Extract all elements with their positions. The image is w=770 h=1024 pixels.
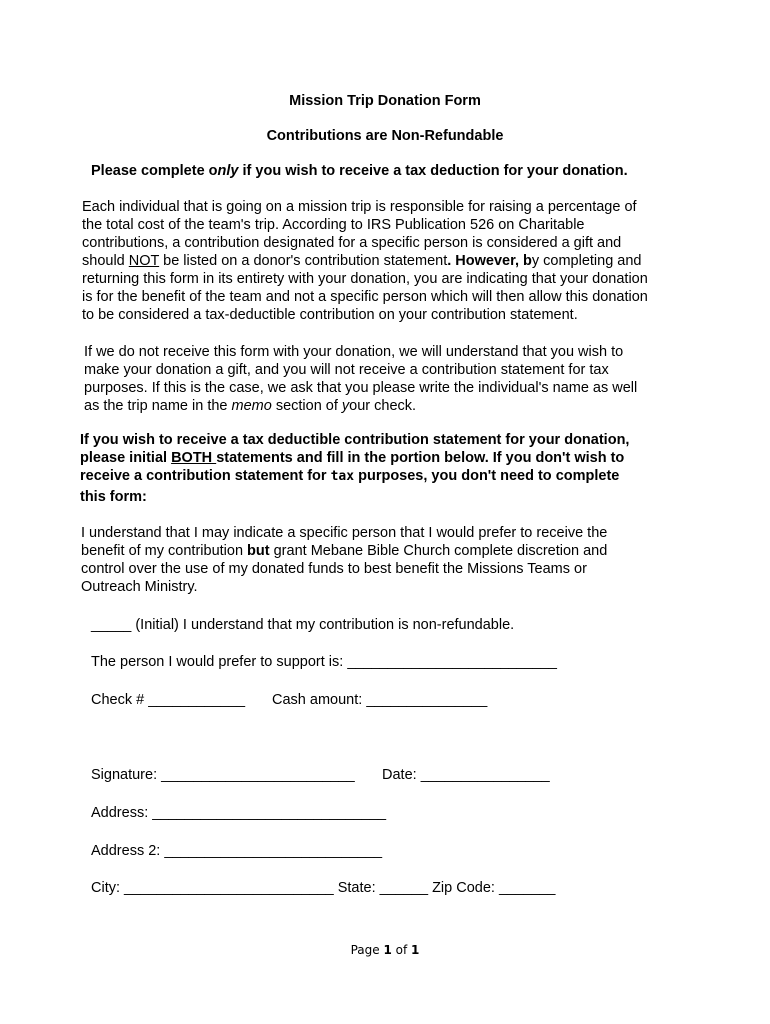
- para4-text: benefit of my contribution: [81, 543, 248, 559]
- page-title: Mission Trip Donation Form: [289, 93, 481, 109]
- para2-text: section of: [271, 398, 342, 414]
- para1-line: contributions, a contribution designated for a specific person is considered a gift and: [82, 235, 622, 251]
- para3-text: statements and fill in the portion below. If you don't wish to: [216, 450, 625, 466]
- instruction-emphasis: nly: [217, 163, 239, 179]
- para3-line: If you wish to receive a tax deductible contribution statement for your donation,: [80, 432, 630, 448]
- address-label: Address:: [91, 805, 153, 821]
- city-label: City:: [91, 880, 125, 896]
- signature-field[interactable]: ________________________: [161, 767, 355, 783]
- city-row: [91, 879, 555, 897]
- state-field[interactable]: ______: [379, 880, 429, 896]
- para1-bold: . However, b: [447, 253, 532, 269]
- para3-underline: BOTH: [171, 450, 217, 466]
- page-of: of: [391, 943, 412, 957]
- para2-line: [84, 397, 637, 415]
- irs-paragraph: [82, 198, 648, 324]
- para2-line: make your donation a gift, and you will not receive a contribution statement for tax: [84, 362, 609, 378]
- initial-field[interactable]: _____: [91, 617, 132, 633]
- para1-text: be listed on a donor's contribution statement: [159, 253, 448, 269]
- para4-line: Outreach Ministry.: [81, 579, 198, 595]
- para4-line: control over the use of my donated funds to best benefit the Missions Teams or: [81, 561, 587, 577]
- date-field[interactable]: ________________: [420, 767, 550, 783]
- instructions-paragraph: [80, 431, 629, 506]
- para3-text: purposes, you don't need to complete: [354, 468, 620, 484]
- zip-label: Zip Code:: [428, 880, 499, 896]
- person-field[interactable]: __________________________: [347, 654, 557, 670]
- gift-paragraph: [84, 343, 637, 415]
- para2-emphasis: memo: [231, 398, 272, 414]
- para1-line: is for the benefit of the team and not a specific person which will then allow this donation: [82, 289, 648, 305]
- para1-text: should: [82, 253, 129, 269]
- signature-row: [91, 766, 355, 784]
- para4-text: grant Mebane Bible Church complete discretion and: [269, 543, 608, 559]
- check-row: [91, 691, 245, 709]
- date-label: Date:: [382, 767, 421, 783]
- page-footer: [0, 943, 770, 957]
- person-label: The person I would prefer to support is:: [91, 654, 348, 670]
- signature-label: Signature:: [91, 767, 162, 783]
- instruction-text-1: Please complete o: [91, 163, 218, 179]
- para4-bold: but: [247, 543, 270, 559]
- para2-line: If we do not receive this form with your donation, we will understand that you wish to: [84, 344, 624, 360]
- para4-line: I understand that I may indicate a specific person that I would prefer to receive the: [81, 525, 608, 541]
- page-total: 1: [411, 943, 420, 957]
- address2-label: Address 2:: [91, 843, 165, 859]
- para1-line: the total cost of the team's trip. According to IRS Publication 526 on Charitable: [82, 217, 585, 233]
- para1-text: y completing and: [531, 253, 642, 269]
- para4-line: [81, 542, 607, 560]
- state-label: State:: [333, 880, 380, 896]
- date-row: [382, 766, 550, 784]
- para1-line: Each individual that is going on a mission trip is responsible for raising a percentage of: [82, 199, 637, 215]
- instruction: [91, 162, 628, 180]
- person-row: [91, 653, 557, 671]
- address2-row: [91, 842, 382, 860]
- city-field[interactable]: __________________________: [124, 880, 334, 896]
- para2-line: purposes. If this is the case, we ask that you please write the individual's name as well: [84, 380, 638, 396]
- page-subtitle: Contributions are Non-Refundable: [266, 128, 504, 144]
- instruction-text-2: if you wish to receive a tax deduction for your donation.: [238, 163, 628, 179]
- initial-label: (Initial) I understand that my contribution is non-refundable.: [131, 617, 515, 633]
- para2-emphasis: y: [341, 398, 350, 414]
- address-field[interactable]: _____________________________: [152, 805, 387, 821]
- para3-line: this form:: [80, 489, 147, 505]
- para3-text: receive a contribution statement for: [80, 468, 331, 484]
- cash-amount-field[interactable]: _______________: [366, 692, 488, 708]
- para3-mono: tax: [330, 469, 355, 484]
- understanding-paragraph: [81, 524, 607, 596]
- cash-label: Cash amount:: [272, 692, 367, 708]
- para2-text: as the trip name in the: [84, 398, 232, 414]
- initial-row: [91, 616, 514, 634]
- cash-row: [272, 691, 487, 709]
- check-number-field[interactable]: ____________: [148, 692, 246, 708]
- zip-field[interactable]: _______: [498, 880, 556, 896]
- page-number: 1: [383, 943, 392, 957]
- address-row: [91, 804, 386, 822]
- para3-line: [80, 467, 629, 486]
- page-label: Page: [350, 943, 384, 957]
- address2-field[interactable]: ___________________________: [164, 843, 383, 859]
- para1-line: [82, 252, 648, 270]
- para2-text: our check.: [349, 398, 417, 414]
- para1-line: returning this form in its entirety with your donation, you are indicating that your donation: [82, 271, 648, 287]
- para3-text: please initial: [80, 450, 172, 466]
- check-label: Check #: [91, 692, 149, 708]
- para3-line: [80, 449, 629, 467]
- para1-underline: NOT: [128, 253, 160, 269]
- para1-line: to be considered a tax-deductible contribution on your contribution statement.: [82, 307, 578, 323]
